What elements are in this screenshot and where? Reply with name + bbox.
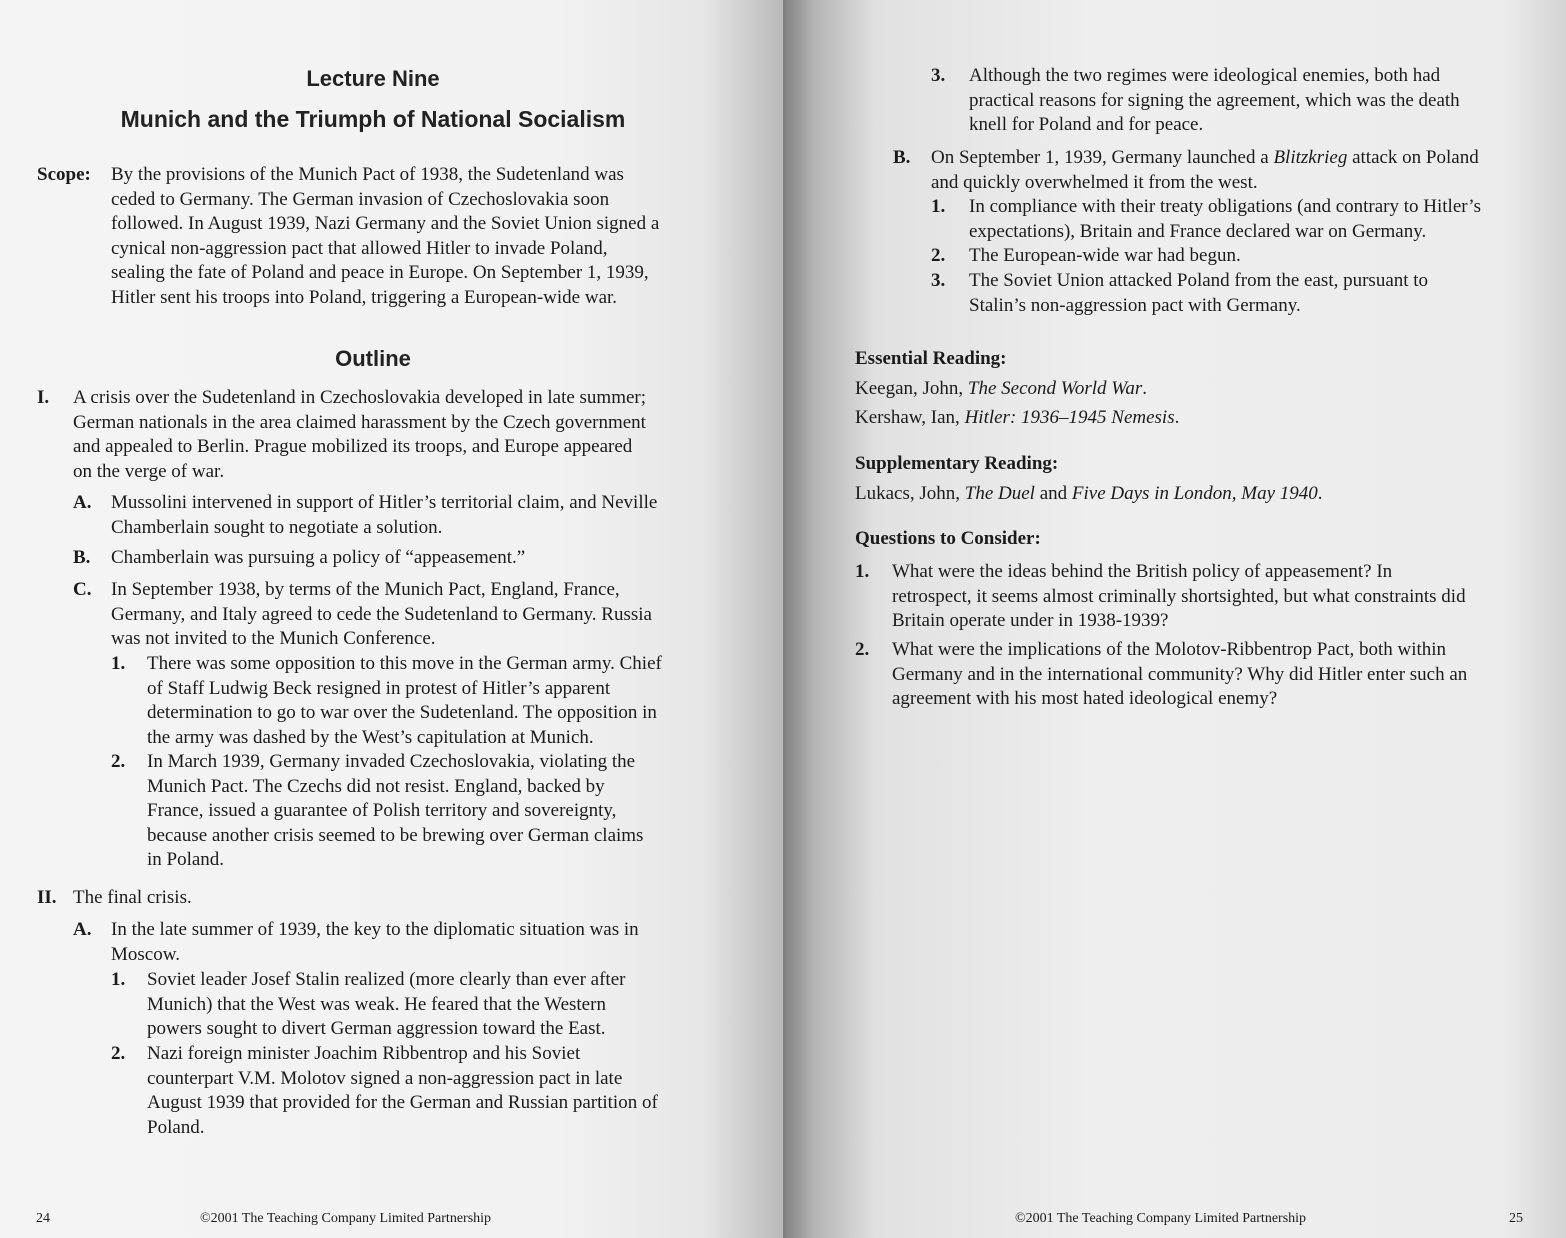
- outline-line: and quickly overwhelmed it from the west.: [931, 171, 1258, 193]
- outline-line: There was some opposition to this move in the German army. Chief: [147, 653, 662, 674]
- right-page: [783, 0, 1566, 1238]
- outline-number: 2.: [111, 751, 126, 772]
- scope-line: sealing the fate of Poland and peace in Europe. On September 1, 1939,: [111, 262, 649, 283]
- question-number: 2.: [855, 639, 870, 660]
- supplementary-reading-heading: Supplementary Reading:: [855, 453, 1059, 474]
- outline-number: A.: [73, 919, 92, 940]
- outline-number: 3.: [931, 65, 946, 86]
- outline-line: The Soviet Union attacked Poland from the east, pursuant to: [969, 270, 1429, 291]
- outline-line: practical reasons for signing the agreement, which was the death: [969, 89, 1460, 111]
- outline-number: B.: [73, 547, 91, 568]
- page-footer: ©2001 The Teaching Company Limited Partnership: [200, 1211, 492, 1226]
- outline-number: 1.: [111, 653, 126, 674]
- outline-line: Stalin’s non-aggression pact with Germany.: [969, 294, 1301, 316]
- page-number: 24: [36, 1211, 50, 1226]
- page-number: 25: [1509, 1211, 1523, 1226]
- reading-title: The Duel: [964, 483, 1035, 504]
- lecture-subtitle: Munich and the Triumph of National Socialism: [120, 106, 626, 132]
- scope-line: Hitler sent his troops into Poland, triggering a European-wide war.: [111, 286, 618, 308]
- blitzkrieg-term: Blitzkrieg: [1273, 147, 1348, 168]
- reading-title: Hitler: 1936–1945 Nemesis: [964, 407, 1175, 428]
- outline-line: Nazi foreign minister Joachim Ribbentrop and his Soviet: [147, 1043, 581, 1064]
- outline-line: determination to go to war over the Sudetenland. The opposition in: [147, 702, 657, 723]
- outline-line: of Staff Ludwig Beck resigned in protest of Hitler’s apparent: [147, 677, 611, 699]
- outline-line: German nationals in the area claimed harassment by the Czech government: [73, 411, 646, 433]
- outline-line: Munich Pact. The Czechs did not resist. England, backed by: [147, 775, 605, 797]
- reading-author: Lukacs, John,: [855, 483, 965, 504]
- outline-line: counterpart V.M. Molotov signed a non-aggression pact in late: [147, 1067, 623, 1089]
- text-run: .: [1142, 378, 1148, 399]
- outline-line: was not invited to the Munich Conference.: [111, 628, 436, 649]
- outline-line: powers sought to divert German aggression toward the East.: [147, 1018, 606, 1039]
- text-run: .: [1174, 407, 1180, 428]
- outline-number: 2.: [111, 1043, 126, 1064]
- outline-line: The European-wide war had begun.: [969, 245, 1241, 266]
- outline-number: 1.: [931, 196, 946, 217]
- outline-line: France, issued a guarantee of Polish territory and sovereignty,: [147, 800, 617, 821]
- essential-reading-heading: Essential Reading:: [855, 348, 1007, 369]
- outline-number: A.: [73, 492, 92, 513]
- outline-line: Soviet leader Josef Stalin realized (more clearly than ever after: [147, 969, 626, 990]
- outline-line: Chamberlain sought to negotiate a solution.: [111, 516, 443, 538]
- reading-author: Keegan, John,: [855, 378, 968, 399]
- questions-heading: Questions to Consider:: [855, 528, 1041, 549]
- scope-line: followed. In August 1939, Nazi Germany and the Soviet Union signed a: [111, 213, 660, 234]
- outline-line: Although the two regimes were ideological enemies, both had: [969, 65, 1441, 86]
- scope-line: By the provisions of the Munich Pact of 1938, the Sudetenland was: [111, 164, 624, 185]
- outline-number: 2.: [931, 245, 946, 266]
- page-footer: ©2001 The Teaching Company Limited Partnership: [1015, 1211, 1307, 1226]
- outline-heading: Outline: [335, 346, 411, 371]
- outline-line: the army was dashed by the West’s capitulation at Munich.: [147, 726, 594, 748]
- outline-line: on the verge of war.: [73, 460, 225, 482]
- outline-line: In compliance with their treaty obligations (and contrary to Hitler’s: [969, 196, 1481, 217]
- scope-label: Scope:: [37, 164, 91, 185]
- reading-entry: [855, 377, 1147, 402]
- outline-line: In March 1939, Germany invaded Czechoslovakia, violating the: [147, 751, 636, 772]
- outline-line: A crisis over the Sudetenland in Czechoslovakia developed in late summer;: [73, 387, 647, 408]
- outline-line: Moscow.: [111, 943, 180, 965]
- scope-line: cynical non-aggression pact that allowed Hitler to invade Poland,: [111, 237, 608, 259]
- question-line: Britain operate under in 1938-1939?: [892, 610, 1169, 631]
- outline-line: Munich) that the West was weak. He feared that the Western: [147, 993, 606, 1015]
- lecture-title: Lecture Nine: [306, 66, 440, 91]
- question-line: agreement with his most hated ideological enemy?: [892, 688, 1278, 709]
- outline-number: I.: [37, 387, 50, 408]
- question-line: retrospect, it seems almost criminally shortsighted, but what constraints did: [892, 585, 1466, 607]
- reading-entry: [855, 406, 1179, 431]
- outline-line: because another crisis seemed to be brewing over German claims: [147, 824, 644, 846]
- outline-line: [931, 146, 1479, 171]
- question-line: Germany and in the international community? Why did Hitler enter such an: [892, 663, 1468, 685]
- outline-line: expectations), Britain and France declared war on Germany.: [969, 220, 1427, 242]
- question-line: What were the implications of the Molotov-Ribbentrop Pact, both within: [892, 639, 1447, 660]
- outline-line: Mussolini intervened in support of Hitler’s territorial claim, and Neville: [111, 492, 658, 513]
- outline-line: in Poland.: [147, 849, 225, 870]
- reading-title: Five Days in London, May 1940: [1071, 483, 1318, 504]
- outline-line: Chamberlain was pursuing a policy of “appeasement.”: [111, 547, 526, 568]
- outline-number: II.: [37, 887, 57, 908]
- outline-line: In the late summer of 1939, the key to the diplomatic situation was in: [111, 919, 639, 940]
- outline-number: 1.: [111, 969, 126, 990]
- outline-line: August 1939 that provided for the German and Russian partition of: [147, 1092, 658, 1113]
- outline-line: The final crisis.: [73, 887, 192, 908]
- reading-title: The Second World War: [967, 378, 1143, 399]
- outline-line: and appealed to Berlin. Prague mobilized its troops, and Europe appeared: [73, 436, 633, 457]
- reading-author: Kershaw, Ian,: [855, 407, 965, 428]
- outline-number: C.: [73, 579, 92, 600]
- scope-line: ceded to Germany. The German invasion of Czechoslovakia soon: [111, 188, 610, 210]
- text-run: On September 1, 1939, Germany launched a: [931, 147, 1274, 168]
- question-line: What were the ideas behind the British policy of appeasement? In: [892, 561, 1393, 582]
- outline-number: 3.: [931, 270, 946, 291]
- outline-line: In September 1938, by terms of the Munich Pact, England, France,: [111, 579, 620, 600]
- text-run: and: [1034, 483, 1072, 504]
- reading-entry: [855, 482, 1323, 507]
- outline-line: knell for Poland and for peace.: [969, 114, 1204, 135]
- text-run: attack on Poland: [1347, 147, 1479, 168]
- question-number: 1.: [855, 561, 870, 582]
- outline-line: Germany, and Italy agreed to cede the Sudetenland to Germany. Russia: [111, 603, 652, 625]
- outline-line: Poland.: [147, 1116, 205, 1138]
- text-run: .: [1317, 483, 1323, 504]
- outline-number: B.: [893, 147, 911, 168]
